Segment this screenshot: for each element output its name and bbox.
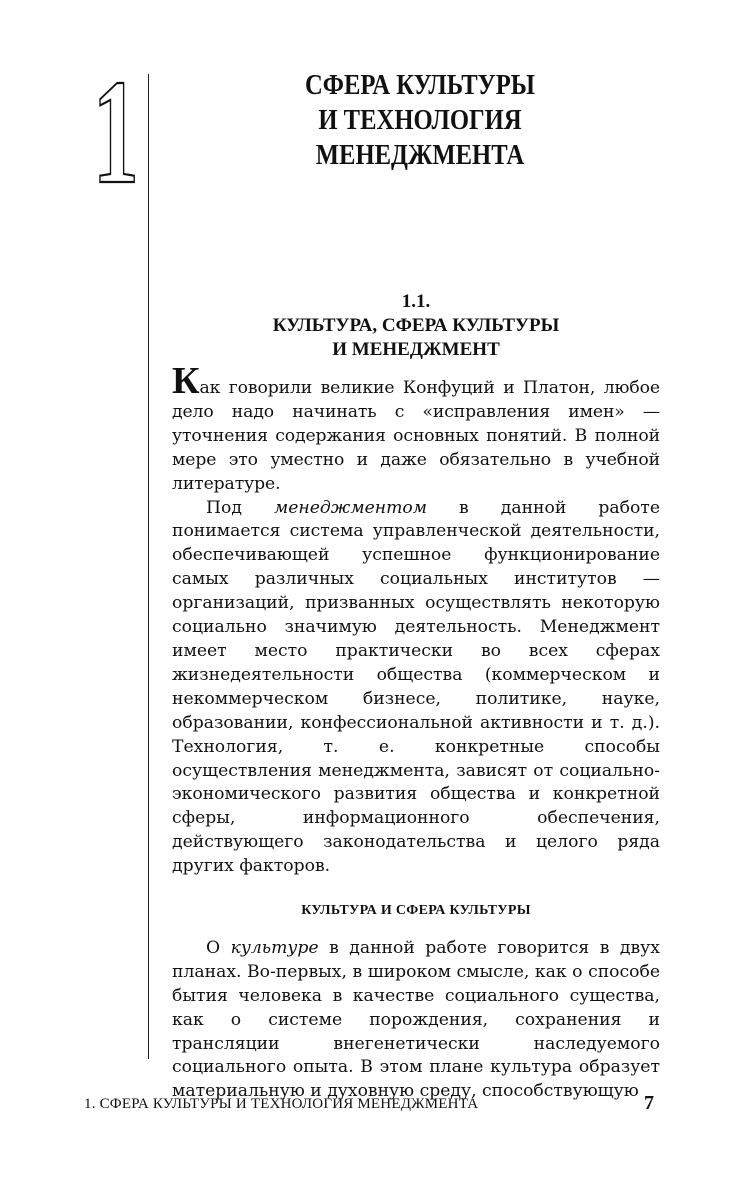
- paragraph-1: [172, 360, 660, 497]
- section-heading: [172, 290, 660, 362]
- paragraph-3-text: в данной работе говорится в двух планах. Во-первых, в широком смысле, как о способе бытия человека в качестве социального существа, как о системе порождения, сохранения и трансляции внегенетически наследуемого социального опыта. В этом плане культура образует материальную и духовную среду, способствующую: [172, 937, 660, 1102]
- chapter-number: [86, 70, 146, 190]
- chapter-title-line-3: МЕНЕДЖМЕНТА: [315, 140, 525, 171]
- paragraph-2-lead: Под: [206, 497, 274, 518]
- paragraph-3: [172, 937, 660, 1104]
- body-text: [172, 360, 660, 1104]
- page-number: 7: [644, 1092, 654, 1114]
- vertical-rule: [148, 74, 149, 1059]
- chapter-number-glyph: 1: [92, 70, 140, 190]
- paragraph-2: [172, 497, 660, 880]
- section-title-line-1: КУЛЬТУРА, СФЕРА КУЛЬТУРЫ: [272, 315, 560, 336]
- paragraph-3-lead: О: [206, 937, 231, 958]
- section-title-line-2: И МЕНЕДЖМЕНТ: [332, 339, 500, 360]
- paragraph-2-term: менеджментом: [273, 497, 427, 518]
- running-head: 1. СФЕРА КУЛЬТУРЫ И ТЕХНОЛОГИЯ МЕНЕДЖМЕНТА: [84, 1096, 479, 1112]
- paragraph-1-text: ак говорили великие Конфуций и Платон, любое дело надо начинать с «исправления имен» — уточнения содержания основных понятий. В полной мере это уместно и даже обязательно в учебной литературе.: [172, 378, 660, 494]
- paragraph-2-text: в данной работе понимается система управленческой деятельности, обеспечивающей успешное функционирование самых различных социальных институтов — организаций, призванных осуществлять некоторую социально значимую деятельность. Менеджмент имеет место практически во всех сферах жизнедеятельности общества (коммерческом и некоммерческом бизнесе, политике, науке, образовании, конфессиональной активности и т. д.). Технология, т. е. конкретные способы осуществления менеджмента, зависят от социально-экономического развития общества и конкретной сферы, информационного обеспечения, действующего законодательства и целого ряда других факторов.: [172, 497, 660, 877]
- section-number: 1.1.: [401, 291, 431, 312]
- chapter-title-line-2: И ТЕХНОЛОГИЯ: [318, 105, 522, 136]
- chapter-title-line-1: СФЕРА КУЛЬТУРЫ: [304, 70, 536, 101]
- chapter-title: [244, 68, 596, 173]
- paragraph-3-term: культуре: [230, 937, 319, 958]
- subheading: КУЛЬТУРА И СФЕРА КУЛЬТУРЫ: [301, 903, 531, 919]
- drop-cap: К: [172, 360, 200, 402]
